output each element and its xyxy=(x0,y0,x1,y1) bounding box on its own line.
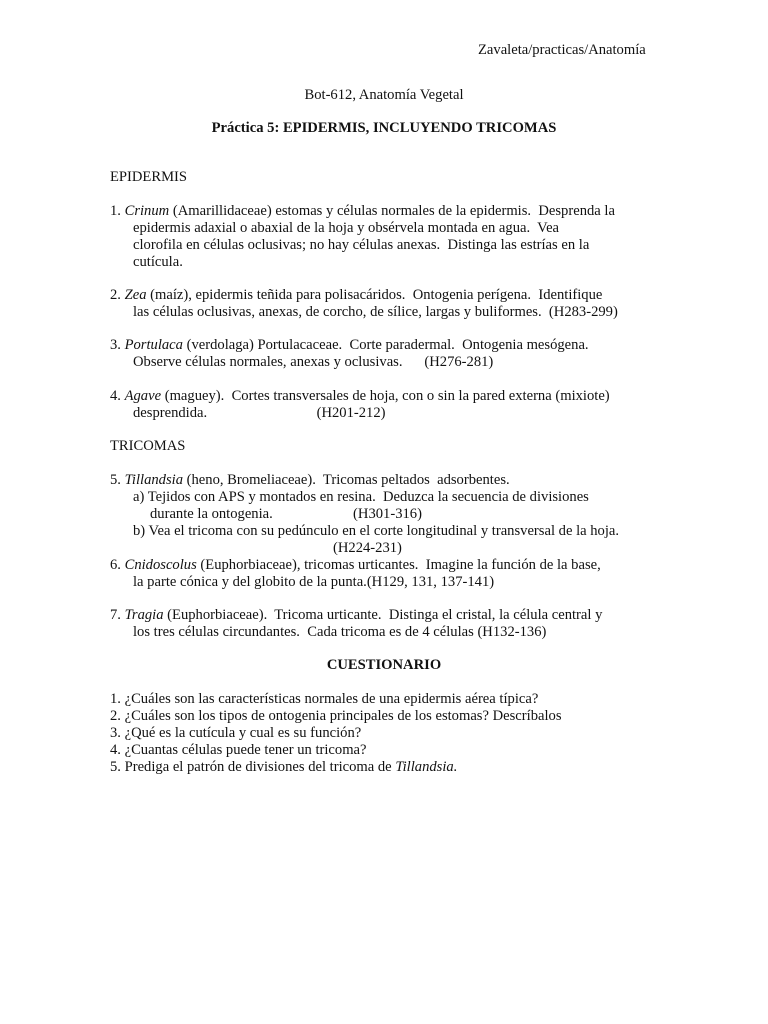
item-5b-line-1: b) Vea el tricoma con su pedúnculo en el corte longitudinal y transversal de la hoja. xyxy=(133,523,620,539)
section-heading-tricomas: TRICOMAS xyxy=(110,438,186,454)
item-1-line-2: epidermis adaxial o abaxial de la hoja y obsérvela montada en agua. Vea xyxy=(133,220,560,236)
taxon-tragia: Tragia xyxy=(124,607,164,623)
item-2-line-2: las células oclusivas, anexas, de corcho, de sílice, largas y buliformes. (H283-299) xyxy=(133,304,618,320)
section-heading-cuestionario: CUESTIONARIO xyxy=(326,657,442,673)
header-path: Zavaleta/practicas/Anatomía xyxy=(478,42,646,58)
item-6-line-1: 6. Cnidoscolus (Euphorbiaceae), tricomas urticantes. Imagine la función de la base, xyxy=(110,557,601,573)
course-title: Bot-612, Anatomía Vegetal xyxy=(304,87,464,103)
taxon-cnidoscolus: Cnidoscolus xyxy=(124,557,197,573)
taxon-tillandsia: Tillandsia xyxy=(124,472,183,488)
question-4: 4. ¿Cuantas células puede tener un tricoma? xyxy=(110,742,367,758)
question-3: 3. ¿Qué es la cutícula y cual es su función? xyxy=(110,725,362,741)
item-5a-line-2: durante la ontogenia. (H301-316) xyxy=(150,506,422,522)
taxon-portulaca: Portulaca xyxy=(124,337,183,353)
item-2-line-1: 2. Zea (maíz), epidermis teñida para polisacáridos. Ontogenia perígena. Identifique xyxy=(110,287,603,303)
item-5a-line-1: a) Tejidos con APS y montados en resina. Deduzca la secuencia de divisiones xyxy=(133,489,589,505)
item-6-line-2: la parte cónica y del globito de la punta.(H129, 131, 137-141) xyxy=(133,574,495,590)
taxon-tillandsia-question: Tillandsia. xyxy=(395,759,458,775)
item-4-line-2: desprendida. (H201-212) xyxy=(133,405,386,421)
item-7-line-1: 7. Tragia (Euphorbiaceae). Tricoma urticante. Distinga el cristal, la célula central y xyxy=(110,607,603,623)
question-1: 1. ¿Cuáles son las características normales de una epidermis aérea típica? xyxy=(110,691,539,707)
taxon-agave: Agave xyxy=(124,388,162,404)
practice-title: Práctica 5: EPIDERMIS, INCLUYENDO TRICOMAS xyxy=(211,120,557,136)
question-2: 2. ¿Cuáles son los tipos de ontogenia principales de los estomas? Descríbalos xyxy=(110,708,562,724)
section-heading-epidermis: EPIDERMIS xyxy=(110,169,188,185)
item-7-line-2: los tres células circundantes. Cada tricoma es de 4 células (H132-136) xyxy=(133,624,547,640)
item-1-line-4: cutícula. xyxy=(133,254,183,270)
item-3-line-1: 3. Portulaca (verdolaga) Portulacaceae. Corte paradermal. Ontogenia mesógena. xyxy=(110,337,589,353)
taxon-crinum: Crinum xyxy=(124,203,170,219)
item-1-line-3: clorofila en células oclusivas; no hay células anexas. Distinga las estrías en la xyxy=(133,237,590,253)
item-1-line-1: 1. Crinum (Amarillidaceae) estomas y células normales de la epidermis. Desprenda la xyxy=(110,203,615,219)
taxon-zea: Zea xyxy=(124,287,147,303)
item-5-line-1: 5. Tillandsia (heno, Bromeliaceae). Tricomas peltados adsorbentes. xyxy=(110,472,510,488)
item-5b-line-2: (H224-231) xyxy=(333,540,402,556)
item-4-line-1: 4. Agave (maguey). Cortes transversales de hoja, con o sin la pared externa (mixiote) xyxy=(110,388,610,404)
question-5: 5. Prediga el patrón de divisiones del tricoma de Tillandsia. xyxy=(110,759,458,775)
item-3-line-2: Observe células normales, anexas y oclusivas. (H276-281) xyxy=(133,354,494,370)
